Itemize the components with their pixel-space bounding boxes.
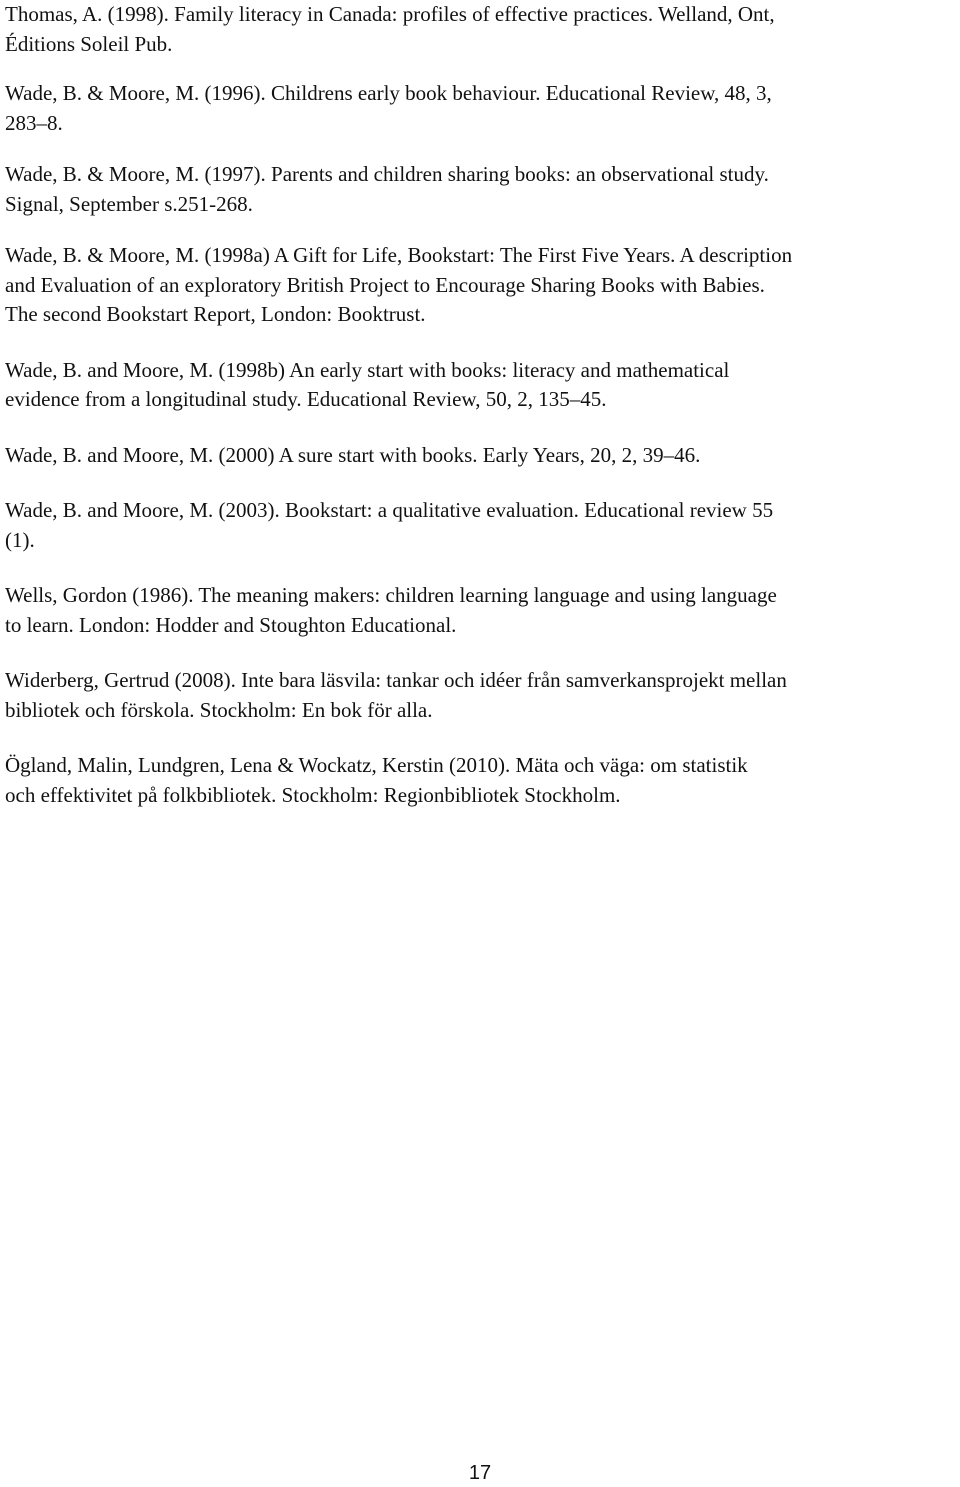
reference-entry bbox=[5, 241, 957, 330]
reference-line: Wade, B. and Moore, M. (1998b) An early start with books: literacy and mathematical bbox=[5, 357, 730, 382]
reference-line: evidence from a longitudinal study. Educational Review, 50, 2, 135‒45. bbox=[5, 387, 607, 411]
reference-line: Wade, B. & Moore, M. (1996). Childrens early book behaviour. Educational Review, 48, 3, bbox=[5, 81, 772, 105]
reference-entry bbox=[5, 751, 957, 810]
reference-entry bbox=[5, 496, 957, 555]
reference-entry bbox=[5, 356, 957, 415]
reference-line: Wade, B. and Moore, M. (2000) A sure start with books. Early Years, 20, 2, 39‒46. bbox=[5, 442, 701, 467]
reference-line: Wade, B. & Moore, M. (1997). Parents and children sharing books: an observational study. bbox=[5, 162, 769, 186]
reference-line: Wade, B. and Moore, M. (2003). Bookstart: a qualitative evaluation. Educational review 55 bbox=[5, 498, 774, 522]
reference-line: (1). bbox=[5, 527, 35, 552]
reference-entry bbox=[5, 0, 957, 59]
reference-line: och effektivitet på folkbibliotek. Stockholm: Regionbibliotek Stockholm. bbox=[5, 782, 621, 807]
reference-line: Widerberg, Gertrud (2008). Inte bara läsvila: tankar och idéer från samverkansprojekt mellan bbox=[5, 668, 787, 692]
reference-entry bbox=[5, 79, 957, 138]
reference-line: Wade, B. & Moore, M. (1998a) A Gift for Life, Bookstart: The First Five Years. A description bbox=[5, 243, 793, 267]
reference-line: bibliotek och förskola. Stockholm: En bok för alla. bbox=[5, 697, 433, 722]
reference-line: 283‒8. bbox=[5, 110, 63, 135]
reference-line: Signal, September s.251-268. bbox=[5, 191, 253, 216]
reference-line: Ögland, Malin, Lundgren, Lena & Wockatz, Kerstin (2010). Mäta och väga: om statistik bbox=[5, 753, 748, 777]
reference-line: Wells, Gordon (1986). The meaning makers: children learning language and using language bbox=[5, 583, 777, 607]
reference-entry bbox=[5, 581, 957, 640]
reference-line: Éditions Soleil Pub. bbox=[5, 31, 173, 56]
page-number: 17 bbox=[468, 1462, 492, 1484]
reference-list bbox=[5, 0, 957, 836]
reference-entry bbox=[5, 441, 957, 471]
reference-entry bbox=[5, 160, 957, 219]
reference-line: Thomas, A. (1998). Family literacy in Canada: profiles of effective practices. Welland, Ont, bbox=[5, 2, 775, 26]
reference-entry bbox=[5, 666, 957, 725]
reference-line: The second Bookstart Report, London: Booktrust. bbox=[5, 302, 426, 326]
reference-line: to learn. London: Hodder and Stoughton Educational. bbox=[5, 612, 457, 637]
reference-line: and Evaluation of an exploratory British Project to Encourage Sharing Books with Babies. bbox=[5, 272, 765, 297]
